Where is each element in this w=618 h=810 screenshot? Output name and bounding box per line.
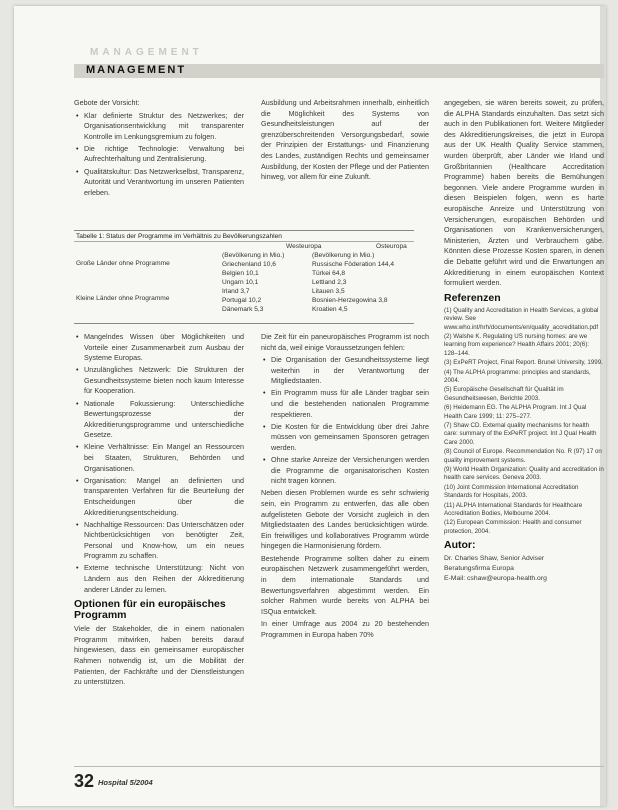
bullet-item: • Nationale Fokussierung: Unterschiedliche Bewertungsprozesse der Akkreditierungsprogramme und unterschiedliche Gesetze. xyxy=(84,399,244,441)
table-header: Westeuropa xyxy=(286,243,322,250)
table-header: Osteuropa xyxy=(376,243,407,250)
reference-item: (11) ALPHA International Standards for Healthcare Accreditation Bodies, Melbourne 2004. xyxy=(444,501,583,518)
section-title: MANAGEMENT xyxy=(86,64,187,76)
column-3 xyxy=(444,98,604,584)
magazine-page xyxy=(14,6,606,806)
paragraph: Bestehende Programme sollten daher zu einem europäischen Netzwerk zusammengeführt werden, in dem internationale Standards und Bewertungsverfahren abgestimmt werden. Ein solcher Rahmen wurde bereits von ALPHA bei ISQua entwickelt. xyxy=(261,553,429,616)
reference-item: (6) Heidemann EG. The ALPHA Program. Int J Qual Health Care 1999; 11: 275–277. xyxy=(444,404,587,420)
paragraph: angegeben, sie wären bereits soweit, zu prüfen, die ALPHA Standards einzuhalten. Das setzt sich auch in den Publikationen fort. Weitere Mitglieder des Akkreditierungskreises, die jetzt in Europa aus der UK Health Quality Service stammen, wurden überprüft, aber Länder wie Irland und Großbritannien (Healthcare Accreditation Programme) haben bereits die Bemühungen begonnen. Viele andere Programme wurden in diesen Beispielen folgen, wenn es harte europäische Anreize und Unterstützung von Versicherungen, europäischen Behörden und Organisationen von Krankenversicherungen, Ministerien, Ärzten und Verbrauchern gäbe. Könnten diese Prozesse Kosten sparen, in denen die Debatte geführt wird und die Erwartungen an Akkreditierung in einem europäischen Kontext formuliert werden. xyxy=(444,98,604,288)
bullet-item: • Kleine Verhältnisse: Ein Mangel an Ressourcen bei Staaten, Strukturen, Behörden und Organisationen. xyxy=(84,442,244,474)
reference-item: (8) Council of Europe. Recommendation No. R (97) 17 on quality improvement systems. xyxy=(444,448,602,464)
column-1-lower xyxy=(74,332,244,690)
paragraph: In einer Umfrage aus 2004 zu 20 bestehenden Programmen in Europa haben 70% xyxy=(261,619,429,640)
bullet-list xyxy=(74,332,244,595)
column-2-lower xyxy=(261,332,429,643)
table-group-label: Kleine Länder ohne Programme xyxy=(76,295,170,302)
table-rule xyxy=(74,241,414,242)
reference-item: (1) Quality and Accreditation in Health Services, a global review. See www.who.int/hrh/documents/en/quality_accreditation.pdf xyxy=(444,306,599,331)
author-email: E-Mail: cshaw@europa-health.org xyxy=(444,575,547,583)
reference-item: (2) Walshe K. Regulating US nursing homes: are we learning from experience? Health Affairs 2001; 20(6): 128–144. xyxy=(444,332,590,357)
table-cell: Dänemark 5,3 xyxy=(222,306,264,313)
bullet-list xyxy=(74,111,244,199)
bullet-item: • Ein Programm muss für alle Länder tragbar sein und die bestehenden nationalen Programme respektieren. xyxy=(271,388,429,420)
author-line: Beratungsfirma Europa xyxy=(444,565,514,573)
bullet-item: • Nachhaltige Ressourcen: Das Unterschätzen oder Nichtberücksichtigen von benötigter Zeit, Personal und Know-how, um ein neues Programm zu schaffen. xyxy=(84,520,244,562)
column-2 xyxy=(261,98,429,185)
table-cell: Bosnien-Herzegowina 3,8 xyxy=(312,297,388,304)
bullet-item: • Mangelndes Wissen über Möglichkeiten und Vorteile einer Zusammenarbeit zum Ausbau der Systeme Europas. xyxy=(84,332,244,364)
reference-item: (9) World Health Organization: Quality and accreditation in health care services. Geneva 2003. xyxy=(444,466,604,482)
reference-item: (4) The ALPHA programme: principles and standards, 2004. xyxy=(444,368,591,384)
reference-item: (3) ExPeRT Project, Final Report. Brunel University, 1999. xyxy=(444,359,603,367)
footer-rule xyxy=(74,766,604,767)
table-cell: Kroatien 4,5 xyxy=(312,306,348,313)
table-column-2 xyxy=(222,251,302,314)
data-table xyxy=(74,230,414,324)
table-cell: Griechenland 10,6 xyxy=(222,261,276,268)
bullet-item: • Die richtige Technologie: Verwaltung bei Aufrechterhaltung und Zentralisierung. xyxy=(84,144,244,165)
paragraph: Gebote der Vorsicht: xyxy=(74,98,140,107)
table-cell: Russische Föderation 144,4 xyxy=(312,261,395,268)
bullet-list xyxy=(261,355,429,487)
table-cell: Litauen 3,5 xyxy=(312,288,345,295)
publication-name: Hospital 5/2004 xyxy=(98,778,153,787)
table-group-label: Große Länder ohne Programme xyxy=(76,260,170,267)
reference-item: (7) Shaw CD. External quality mechanisms for health care: summary of the ExPeRT project. Int J Qual Health Care 2000. xyxy=(444,421,597,446)
bullet-item: • Klar definierte Struktur des Netzwerkes; der Organisationsentwicklung mit transparenter Kontrolle im Lenkungsgremium zu folgen. xyxy=(84,111,244,143)
bullet-item: • Unzulängliches Netzwerk: Die Strukturen der Gesundheitssysteme bieten noch kaum Interesse für Kooperation. xyxy=(84,365,244,397)
reference-item: (10) Joint Commission International Accreditation Standards for Hospitals, 2003. xyxy=(444,483,579,500)
paragraph: Neben diesen Problemen wurde es sehr schwierig sein, ein Programm zu entwerfen, das alle oben aufgelisteten Gebote der Vorsicht zugleich in den Mitgliedstaaten des Landes berücksichtigen würde. Ein freiwilliges und kollaboratives Programm würde hingegen die Harmonisierung fördern. xyxy=(261,488,429,551)
table-cell: Belgien 10,1 xyxy=(222,270,259,277)
paragraph: Ausbildung und Arbeitsrahmen innerhalb, einheitlich die Möglichkeit des Systems von Gesundheitsleistungen auf der grenzüberschreitenden Versorgungsbedarf, sowie der Prinzipien der Erstattungs- und Finanzierung des Landes, zuständigen Rechts und gemeinsamer Ausbildung, der Kosten der Pflege und der Patienten hinweg, vor allem für eine Zukunft. xyxy=(261,98,429,182)
table-cell: Irland 3,7 xyxy=(222,288,250,295)
author-heading: Autor: xyxy=(444,539,476,552)
table-column-3 xyxy=(312,251,412,314)
section-watermark: MANAGEMENT xyxy=(90,47,203,58)
bullet-item: • Organisation: Mangel an definierten und transparenten Verfahren für die Beurteilung der Entscheidungen über die Akkreditierungsentscheidung. xyxy=(84,476,244,518)
table-cell: Lettland 2,3 xyxy=(312,279,347,286)
reference-item: (12) European Commission: Health and consumer protection, 2004. xyxy=(444,519,582,535)
paragraph: Die Zeit für ein paneuropäisches Programm ist noch nicht da, weil einige Voraussetzungen fehlen: xyxy=(261,332,429,352)
table-caption: Tabelle 1: Status der Programme im Verhältnis zu Bevölkerungszahlen xyxy=(76,233,282,240)
bullet-item: • Die Organisation der Gesundheitssysteme liegt weiterhin in der Verantwortung der Mitgliedstaaten. xyxy=(271,355,429,387)
bullet-item: • Die Kosten für die Entwicklung über drei Jahre müssen von gemeinsamen Sponsoren getragen werden. xyxy=(271,422,429,454)
author-line: Dr. Charles Shaw, Senior Adviser xyxy=(444,555,545,563)
table-cell: (Bevölkerung in Mio.) xyxy=(222,252,285,259)
references-list xyxy=(444,307,604,537)
references-heading: Referenzen xyxy=(444,291,501,304)
bullet-item: • Ohne starke Anreize der Versicherungen werden die Programme die organisatorischen Kosten nicht tragen können. xyxy=(271,455,429,487)
bullet-item: • Externe technische Unterstützung: Nicht von Ländern aus den Reihen der Akkreditierung anderer Länder zu lernen. xyxy=(84,563,244,595)
table-cell: Ungarn 10,1 xyxy=(222,279,259,286)
subheading: Optionen für ein europäisches Programm xyxy=(74,598,226,622)
page-number: 32 xyxy=(74,771,95,791)
bullet-item: • Qualitätskultur: Das Netzwerkselbst, Transparenz, Autorität und Verantwortung im unseren Patienten erleben. xyxy=(84,167,244,199)
paragraph: Viele der Stakeholder, die in einem nationalen Programm mitwirken, haben bereits darauf hingewiesen, dass ein gemeinsamer europäischer Rahmen notwendig ist, um die Mobilität der Patienten, der Fachkräfte und der Dienstleistungen zu unterstützen. xyxy=(74,624,244,687)
table-cell: Türkei 64,8 xyxy=(312,270,345,277)
column-1 xyxy=(74,98,244,200)
reference-item: (5) Europäische Gesellschaft für Qualität im Gesundheitswesen, Berichte 2003. xyxy=(444,386,564,402)
table-cell: Portugal 10,2 xyxy=(222,297,262,304)
table-cell: (Bevölkerung in Mio.) xyxy=(312,252,375,259)
